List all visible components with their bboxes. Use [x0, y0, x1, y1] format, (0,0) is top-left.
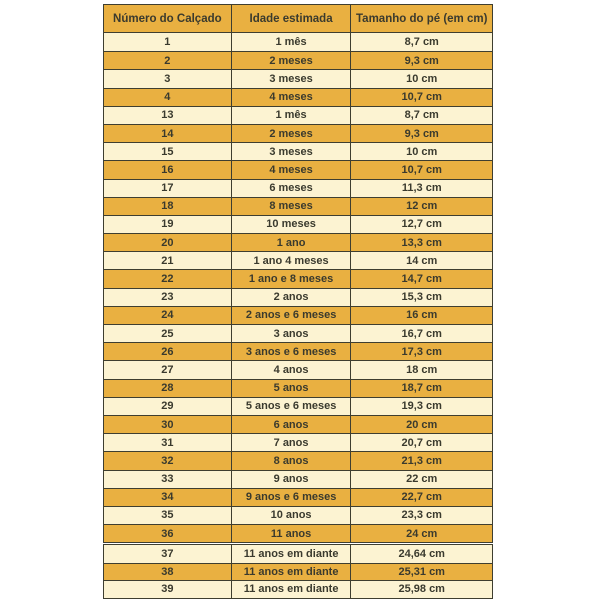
table-row — [104, 306, 492, 324]
cell-estimated-age: 10 anos — [231, 507, 351, 524]
cell-shoe-number: 38 — [161, 565, 174, 578]
cell-foot-size: 24,64 cm — [350, 545, 492, 563]
cell-foot-size: 9,3 cm — [350, 52, 492, 69]
cell-foot-size: 10,7 cm — [350, 89, 492, 106]
cell-estimated-age: 5 anos e 6 meses — [231, 398, 351, 415]
table-row — [104, 215, 492, 233]
table-row — [104, 142, 492, 160]
cell-foot-size: 23,3 cm — [350, 507, 492, 524]
cell-shoe-number: 35 — [161, 509, 174, 522]
table-body-extra — [104, 545, 492, 598]
cell-foot-size: 16 cm — [350, 307, 492, 324]
cell-shoe-number: 33 — [161, 473, 174, 486]
cell-foot-size: 22,7 cm — [350, 489, 492, 506]
cell-shoe-number: 3 — [164, 72, 171, 85]
cell-shoe-number: 34 — [161, 491, 174, 504]
shoe-size-table-continued — [103, 544, 493, 599]
cell-foot-size: 8,7 cm — [350, 33, 492, 51]
shoe-size-table — [103, 4, 493, 543]
table-row — [104, 69, 492, 87]
cell-foot-size: 24 cm — [350, 525, 492, 542]
cell-foot-size: 20,7 cm — [350, 434, 492, 451]
table-row — [104, 288, 492, 306]
table-row — [104, 33, 492, 51]
cell-estimated-age: 4 meses — [231, 161, 351, 178]
cell-estimated-age: 3 anos e 6 meses — [231, 343, 351, 360]
cell-estimated-age: 9 anos e 6 meses — [231, 489, 351, 506]
cell-estimated-age: 2 meses — [231, 52, 351, 69]
cell-shoe-number: 1 — [164, 36, 171, 49]
cell-shoe-number: 14 — [161, 127, 174, 140]
cell-estimated-age: 4 anos — [231, 361, 351, 378]
cell-foot-size: 14,7 cm — [350, 270, 492, 287]
table-row — [104, 415, 492, 433]
cell-foot-size: 22 cm — [350, 471, 492, 488]
cell-shoe-number: 19 — [161, 218, 174, 231]
table-row — [104, 433, 492, 451]
table-row — [104, 197, 492, 215]
header-foot-size: Tamanho do pé (em cm) — [350, 5, 492, 32]
cell-foot-size: 11,3 cm — [350, 180, 492, 197]
header-shoe-number: Número do Calçado — [113, 12, 222, 25]
cell-shoe-number: 17 — [161, 182, 174, 195]
cell-shoe-number: 20 — [161, 236, 174, 249]
cell-foot-size: 15,3 cm — [350, 289, 492, 306]
cell-estimated-age: 3 meses — [231, 70, 351, 87]
cell-estimated-age: 4 meses — [231, 89, 351, 106]
cell-shoe-number: 22 — [161, 273, 174, 286]
table-row — [104, 545, 492, 563]
cell-shoe-number: 29 — [161, 400, 174, 413]
cell-estimated-age: 1 mês — [231, 33, 351, 51]
cell-estimated-age: 6 meses — [231, 180, 351, 197]
cell-estimated-age: 1 mês — [231, 107, 351, 124]
cell-estimated-age: 9 anos — [231, 471, 351, 488]
cell-foot-size: 25,98 cm — [350, 581, 492, 598]
cell-shoe-number: 31 — [161, 436, 174, 449]
table-row — [104, 124, 492, 142]
header-estimated-age: Idade estimada — [231, 5, 351, 32]
cell-foot-size: 18,7 cm — [350, 380, 492, 397]
cell-foot-size: 19,3 cm — [350, 398, 492, 415]
cell-shoe-number: 24 — [161, 309, 174, 322]
cell-foot-size: 17,3 cm — [350, 343, 492, 360]
table-row — [104, 106, 492, 124]
cell-foot-size: 12 cm — [350, 198, 492, 215]
cell-foot-size: 10 cm — [350, 143, 492, 160]
cell-shoe-number: 32 — [161, 454, 174, 467]
table-row — [104, 179, 492, 197]
table-body-main — [104, 33, 492, 542]
table-row — [104, 269, 492, 287]
table-row — [104, 51, 492, 69]
cell-estimated-age: 5 anos — [231, 380, 351, 397]
cell-shoe-number: 39 — [161, 583, 174, 596]
cell-estimated-age: 1 ano e 8 meses — [231, 270, 351, 287]
table-row — [104, 524, 492, 542]
cell-estimated-age: 10 meses — [231, 216, 351, 233]
table-row — [104, 379, 492, 397]
cell-foot-size: 12,7 cm — [350, 216, 492, 233]
table-row — [104, 488, 492, 506]
cell-shoe-number: 30 — [161, 418, 174, 431]
table-row — [104, 342, 492, 360]
table-row — [104, 580, 492, 598]
cell-shoe-number: 26 — [161, 345, 174, 358]
cell-estimated-age: 1 ano — [231, 234, 351, 251]
table-row — [104, 88, 492, 106]
cell-shoe-number: 27 — [161, 363, 174, 376]
cell-estimated-age: 3 anos — [231, 325, 351, 342]
cell-estimated-age: 8 meses — [231, 198, 351, 215]
cell-estimated-age: 8 anos — [231, 452, 351, 469]
cell-shoe-number: 28 — [161, 382, 174, 395]
table-row — [104, 360, 492, 378]
cell-shoe-number: 15 — [161, 145, 174, 158]
table-row — [104, 563, 492, 581]
cell-shoe-number: 21 — [161, 254, 174, 267]
cell-shoe-number: 2 — [164, 54, 171, 67]
table-row — [104, 251, 492, 269]
cell-estimated-age: 2 anos e 6 meses — [231, 307, 351, 324]
cell-shoe-number: 4 — [164, 91, 171, 104]
cell-shoe-number: 36 — [161, 527, 174, 540]
cell-foot-size: 14 cm — [350, 252, 492, 269]
table-row — [104, 506, 492, 524]
cell-foot-size: 10 cm — [350, 70, 492, 87]
table-row — [104, 324, 492, 342]
table-row — [104, 160, 492, 178]
cell-estimated-age: 11 anos — [231, 525, 351, 542]
cell-estimated-age: 11 anos em diante — [231, 581, 351, 598]
cell-shoe-number: 18 — [161, 200, 174, 213]
cell-foot-size: 25,31 cm — [350, 564, 492, 581]
cell-shoe-number: 25 — [161, 327, 174, 340]
table-row — [104, 397, 492, 415]
table-row — [104, 470, 492, 488]
cell-shoe-number: 37 — [161, 547, 174, 560]
cell-estimated-age: 2 meses — [231, 125, 351, 142]
cell-shoe-number: 13 — [161, 109, 174, 122]
cell-foot-size: 13,3 cm — [350, 234, 492, 251]
cell-foot-size: 9,3 cm — [350, 125, 492, 142]
cell-estimated-age: 11 anos em diante — [231, 564, 351, 581]
cell-estimated-age: 2 anos — [231, 289, 351, 306]
cell-estimated-age: 3 meses — [231, 143, 351, 160]
cell-foot-size: 10,7 cm — [350, 161, 492, 178]
table-row — [104, 451, 492, 469]
cell-estimated-age: 7 anos — [231, 434, 351, 451]
cell-shoe-number: 16 — [161, 163, 174, 176]
cell-estimated-age: 1 ano 4 meses — [231, 252, 351, 269]
cell-foot-size: 8,7 cm — [350, 107, 492, 124]
table-header-row — [104, 5, 492, 33]
cell-foot-size: 21,3 cm — [350, 452, 492, 469]
cell-foot-size: 20 cm — [350, 416, 492, 433]
cell-foot-size: 16,7 cm — [350, 325, 492, 342]
cell-estimated-age: 11 anos em diante — [231, 545, 351, 563]
table-row — [104, 233, 492, 251]
cell-shoe-number: 23 — [161, 291, 174, 304]
cell-estimated-age: 6 anos — [231, 416, 351, 433]
cell-foot-size: 18 cm — [350, 361, 492, 378]
